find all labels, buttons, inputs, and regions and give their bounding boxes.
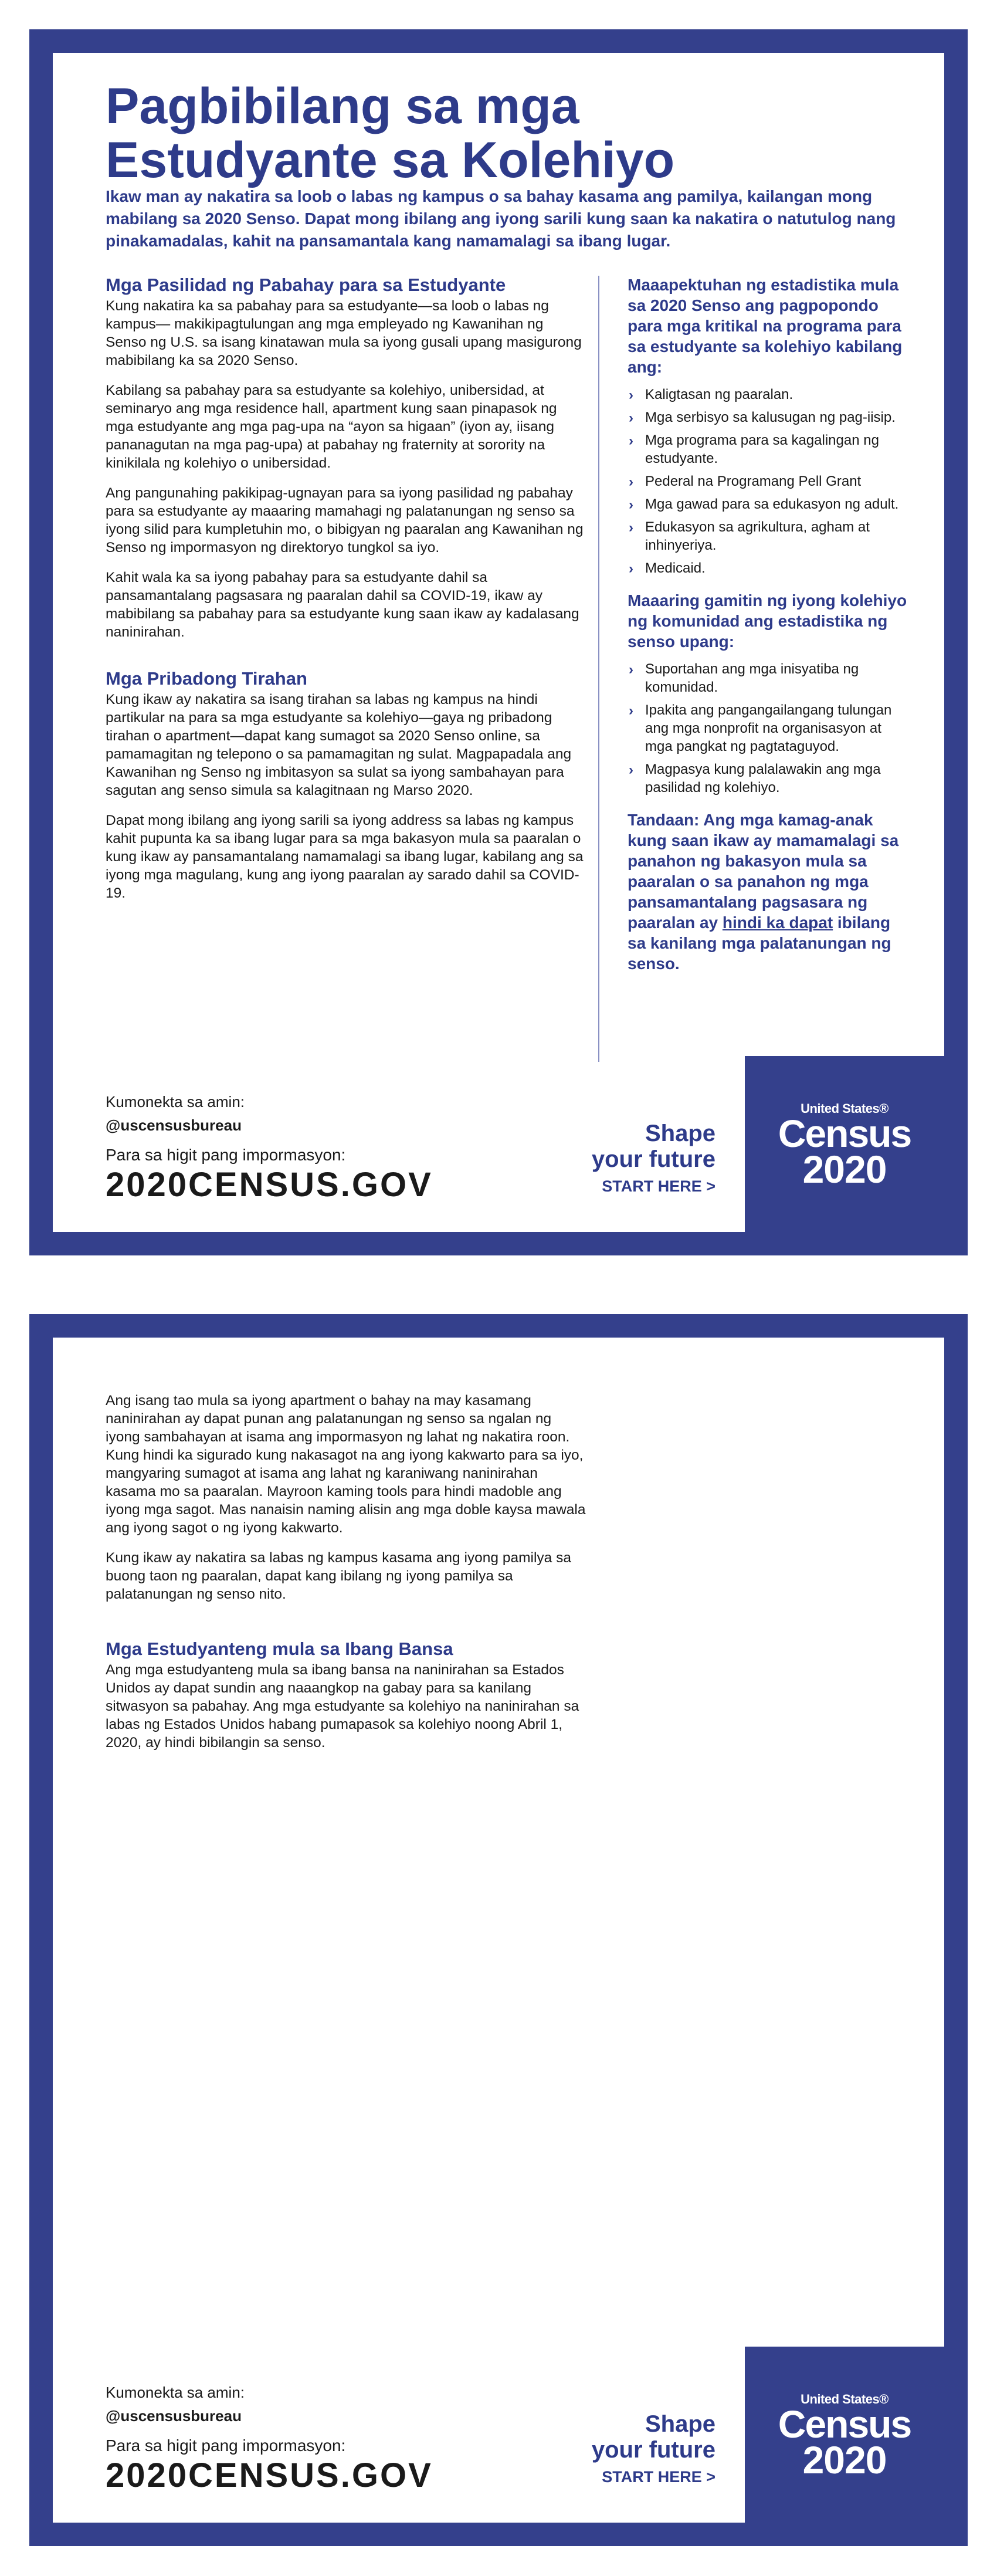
list-item: › Mga serbisyo sa kalusugan ng pag-iisip.	[629, 409, 896, 426]
connect-label: Kumonekta sa amin:	[106, 2384, 245, 2401]
section-heading-housing: Mga Pasilidad ng Pabahay para sa Estudyante	[106, 275, 506, 295]
footer-contact	[106, 2383, 433, 2494]
note-text: Ang mga kamag-anak kung saan ikaw ay mamamalagi sa panahon ng bakasyon mula sa paaralan o sa panahon ng mga pansamantalang pagsasara ng paaralan ay	[628, 811, 899, 932]
logo-united-states: United States®	[801, 1101, 889, 1116]
column-divider	[598, 276, 599, 1062]
note	[628, 810, 909, 974]
list-item: › Kaligtasan ng paaralan.	[629, 387, 793, 403]
chevron-right-icon: ›	[629, 561, 633, 577]
list-item: › Ipakita ang pangangailangang tulungan ang mga nonprofit na organisasyon at mga pangkat ng pagtataguyod.	[629, 702, 892, 754]
more-info-label: Para sa higit pang impormasyon:	[106, 1146, 346, 1164]
social-handle[interactable]: @uscensusbureau	[106, 1116, 242, 1134]
logo-year: 2020	[802, 2438, 887, 2482]
page-1	[53, 53, 944, 1232]
census-2020-logo	[774, 1101, 915, 1191]
list-item: › Mga gawad para sa edukasyon ng adult.	[629, 496, 899, 513]
chevron-right-icon: ›	[629, 387, 633, 403]
page-2-column	[106, 1392, 586, 1763]
paragraph: Kung ikaw ay nakatira sa labas ng kampus kasama ang iyong pamilya sa buong taon ng paaralan, dapat kang ibilang ng iyong pamilya sa palatanungan ng senso nito.	[106, 1550, 571, 1602]
chevron-right-icon: ›	[629, 662, 633, 678]
paragraph: Kahit wala ka sa iyong pabahay para sa estudyante dahil sa pansamantalang pagsasara ng paaralan dahil sa COVID-19, ikaw ay mabibilang sa pabahay para sa estudyante kung saan ikaw ay kadalasang naninirahan.	[106, 570, 579, 640]
census-url-link[interactable]: 2020CENSUS.GOV	[106, 2456, 433, 2494]
page-2-frame	[29, 1314, 968, 2546]
social-handle[interactable]: @uscensusbureau	[106, 2407, 242, 2425]
title-line-1: Pagbibilang sa mga	[106, 78, 579, 134]
shape-your-future	[592, 1121, 715, 1197]
paragraph: Ang pangunahing pakikipag-ugnayan para sa iyong pasilidad ng pabahay para sa estudyante ay maaaring mamahagi ng palatanungan ng senso sa iyong silid para kumpletuhin mo, o bibigyan ng paaralan ang Kawanihan ng Senso ng impormasyon ng direktoryo tungkol sa iyo.	[106, 485, 584, 556]
paragraph: Ang mga estudyanteng mula sa ibang bansa na naninirahan sa Estados Unidos ay dapat sundin ang naaangkop na gabay para sa kanilang sitwasyon sa pabahay. Ang mga estudyante sa kolehiyo na naninirahan sa labas ng Estados Unidos habang pumapasok sa kolehiyo noong Abril 1, 2020, ay hindi bibilangin sa senso.	[106, 1662, 579, 1751]
census-url-link[interactable]: 2020CENSUS.GOV	[106, 1166, 433, 1204]
shape-line-1: Shape	[645, 2411, 715, 2437]
start-here-link[interactable]: START HERE >	[602, 1177, 715, 1195]
logo-census: Census	[778, 1112, 911, 1155]
page-title	[106, 79, 809, 187]
chevron-right-icon: ›	[629, 497, 633, 513]
list-item: › Magpasya kung palalawakin ang mga pasilidad ng kolehiyo.	[629, 761, 881, 796]
logo-year: 2020	[802, 1147, 887, 1191]
sidebar-heading-community: Maaaring gamitin ng iyong kolehiyo ng komunidad ang estadistika ng senso upang:	[628, 591, 907, 651]
logo-census: Census	[778, 2402, 911, 2446]
list-item: › Suportahan ang mga inisyatiba ng komunidad.	[629, 661, 859, 695]
list-item: › Pederal na Programang Pell Grant	[629, 473, 862, 490]
community-list	[628, 660, 909, 797]
main-column	[106, 275, 586, 914]
section-heading-private: Mga Pribadong Tirahan	[106, 668, 307, 689]
intro-text: Ikaw man ay nakatira sa loob o labas ng kampus o sa bahay kasama ang pamilya, kailangan mong mabilang sa 2020 Senso. Dapat mong ibilang ang iyong sarili kung saan ka nakatira o natutulog nang pinakamadalas, kahit na pansamantala kang namamalagi sa ibang lugar.	[106, 187, 896, 250]
list-item: › Mga programa para sa kagalingan ng estudyante.	[629, 432, 879, 466]
shape-line-2: your future	[591, 2437, 715, 2463]
chevron-right-icon: ›	[629, 474, 633, 490]
chevron-right-icon: ›	[629, 433, 633, 449]
logo-united-states: United States®	[801, 2392, 889, 2406]
footer-contact	[106, 1092, 433, 1204]
list-item: › Edukasyon sa agrikultura, agham at inhinyeriya.	[629, 519, 870, 553]
title-line-2: Estudyante sa Kolehiyo	[106, 132, 675, 188]
sidebar	[628, 275, 909, 974]
census-logo-box	[745, 2347, 944, 2523]
paragraph: Kung nakatira ka sa pabahay para sa estudyante—sa loob o labas ng kampus— makikipagtulungan ang mga empleyado ng Kawanihan ng Senso ng U.S. sa isang kinatawan mula sa iyong gusali upang masigurong mabibilang ka sa 2020 Senso.	[106, 298, 582, 368]
more-info-label: Para sa higit pang impormasyon:	[106, 2436, 346, 2455]
chevron-right-icon: ›	[629, 520, 633, 536]
chevron-right-icon: ›	[629, 703, 633, 719]
shape-line-1: Shape	[645, 1121, 715, 1146]
note-lead: Tandaan:	[628, 811, 700, 829]
census-logo-box	[745, 1056, 944, 1232]
paragraph: Dapat mong ibilang ang iyong sarili sa iyong address sa labas ng kampus kahit pupunta ka sa ibang lugar para sa mga bakasyon mula sa paaralan o kung ikaw ay pansamantalang namamalagi sa ibang lugar, kabilang ang sa iyong mga magulang, kung ang iyong paaralan ay sarado dahil sa COVID-19.	[106, 813, 584, 901]
start-here-link[interactable]: START HERE >	[602, 2468, 715, 2486]
paragraph: Kabilang sa pabahay para sa estudyante sa kolehiyo, unibersidad, at seminaryo ang mga residence hall, apartment kung saan pinapasok ng mga estudyante ang mga pag-upa na “ayon sa higaan” (iyon ay, iisang pananagutan na mga pag-upa) at pabahay ng fraternity at sorority na kinikilala ng kolehiyo o unibersidad.	[106, 382, 557, 471]
paragraph: Kung ikaw ay nakatira sa isang tirahan sa labas ng kampus na hindi partikular na para sa mga estudyante sa kolehiyo—gaya ng pribadong tirahan o apartment—dapat kang sumagot sa 2020 Senso online, sa pamamagitan ng telepono o sa pamamagitan ng sulat. Magpapadala ang Kawanihan ng Senso ng imbitasyon sa sulat sa iyong sambahayan para sagutan ang senso simula sa kalagitnaan ng Marso 2020.	[106, 692, 572, 798]
chevron-right-icon: ›	[629, 410, 633, 426]
page-2	[53, 1338, 944, 2523]
note-underlined: hindi ka dapat	[722, 913, 833, 932]
note-tail: ibilang sa kanilang mga palatanungan ng senso.	[628, 913, 891, 973]
page-1-frame	[29, 29, 968, 1255]
list-item: › Medicaid.	[629, 560, 706, 577]
sidebar-heading-funding: Maaapektuhan ng estadistika mula sa 2020 Senso ang pagpopondo para mga kritikal na programa para sa estudyante sa kolehiyo kabilang ang:	[628, 276, 903, 376]
section-heading-international: Mga Estudyanteng mula sa Ibang Bansa	[106, 1639, 453, 1659]
paragraph: Ang isang tao mula sa iyong apartment o bahay na may kasamang naninirahan ay dapat punan ang palatanungan ng senso sa ngalan ng iyong sambahayan at isama ang impormasyon ng lahat ng nakatira roon. Kung hindi ka sigurado kung nakasagot na ang iyong kakwarto para sa iyo, mangyaring sumagot at isama ang lahat ng karaniwang naninirahan kasama mo sa paaralan. Mayroon kaming tools para hindi madoble ang iyong mga sagot. Mas nanaisin naming alisin ang mga doble kaysa mawala ang iyong sagot o ng iyong kakwarto.	[106, 1393, 586, 1536]
connect-label: Kumonekta sa amin:	[106, 1093, 245, 1111]
chevron-right-icon: ›	[629, 762, 633, 778]
funding-list	[628, 385, 909, 577]
shape-your-future	[592, 2411, 715, 2487]
census-2020-logo	[774, 2392, 915, 2482]
shape-line-2: your future	[591, 1146, 715, 1172]
